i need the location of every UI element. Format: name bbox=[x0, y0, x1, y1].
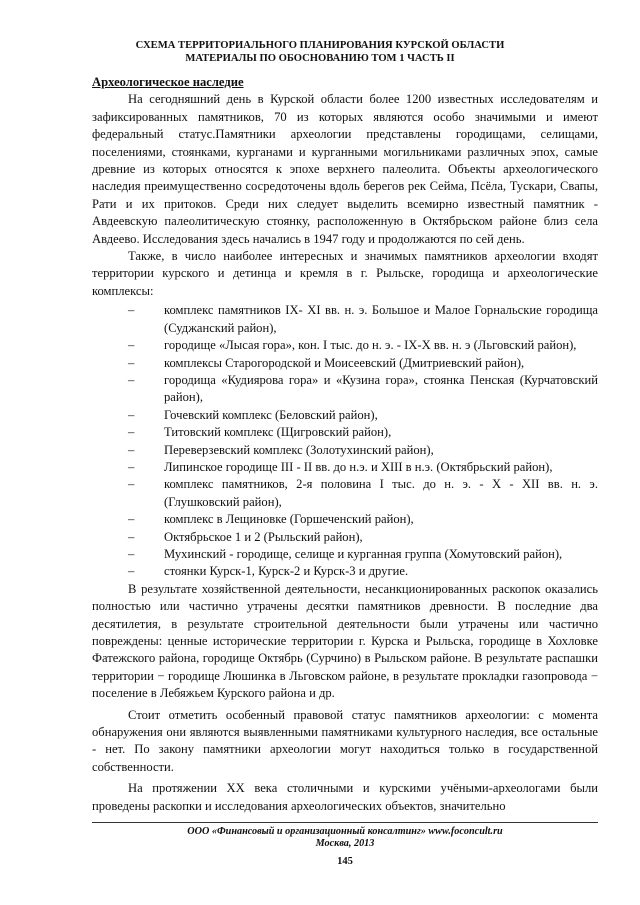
document-header bbox=[92, 40, 548, 65]
dash-marker: – bbox=[128, 407, 135, 422]
list-item-text: Октябрьское 1 и 2 (Рыльский район), bbox=[164, 529, 363, 544]
list-item-text: комплекс памятников IX- XI вв. н. э. Большое и Малое Горнальские городища (Суджанский район), bbox=[164, 303, 598, 335]
dash-marker: – bbox=[128, 512, 135, 527]
dash-marker: – bbox=[128, 529, 135, 544]
list-item-text: городища «Кудиярова гора» и «Кузина гора», стоянка Пенская (Курчатовский район), bbox=[164, 372, 598, 405]
document-body bbox=[92, 74, 598, 815]
list-item bbox=[92, 546, 598, 563]
dash-marker: – bbox=[128, 303, 135, 318]
list-item bbox=[92, 407, 598, 424]
dash-marker: – bbox=[128, 372, 135, 387]
dash-marker: – bbox=[128, 459, 135, 474]
dash-marker: – bbox=[128, 338, 135, 353]
header-title: СХЕМА ТЕРРИТОРИАЛЬНОГО ПЛАНИРОВАНИЯ КУРСКОЙ ОБЛАСТИ bbox=[135, 40, 505, 51]
list-item bbox=[92, 337, 598, 354]
list-item bbox=[92, 372, 598, 407]
page-number: 145 bbox=[337, 856, 353, 867]
list-item-text: Титовский комплекс (Щигровский район), bbox=[164, 425, 392, 440]
paragraph-intro: На сегодняшний день в Курской области более 1200 известных исследователям и зафиксированных памятников, 70 из которых являются особо значимыми и имеют федеральный статус.Памятники археологии представлены городищами, селищами, поселениями, стоянками, курганами и курганными могильниками различных эпох, самые древние из которых относятся к эпохе верхнего палеолита. Объекты археологического наследия преимущественно сосредоточены вдоль берегов рек Сейма, Псёла, Тускари, Свапы, Рати и их притоков. Среди них следует выделить всемирно известный памятник - Авдеевскую палеолитическую стоянку, расположенную в Октябрьском районе близ села Авдеево. Исследования здесь начались в 1947 году и продолжаются по сей день. bbox=[92, 92, 598, 246]
paragraph-monuments-lead: Также, в число наиболее интересных и значимых памятников археологии входят территории курского и детинца и кремля в г. Рыльске, городища и археологические комплексы: bbox=[92, 249, 598, 298]
list-item-text: комплекс в Лещиновке (Горшеченский район), bbox=[164, 512, 414, 527]
list-item bbox=[92, 511, 598, 528]
section-title: Археологическое наследие bbox=[92, 75, 244, 89]
list-item-text: Переверзевский комплекс (Золотухинский район), bbox=[164, 442, 434, 457]
header-subtitle: МАТЕРИАЛЫ ПО ОБОСНОВАНИЮ ТОМ 1 ЧАСТЬ II bbox=[185, 52, 455, 64]
list-item bbox=[92, 459, 598, 476]
dash-marker: – bbox=[128, 355, 135, 370]
list-item bbox=[92, 355, 598, 372]
list-item bbox=[92, 563, 598, 580]
dash-marker: – bbox=[128, 442, 135, 457]
list-item-text: городище «Лысая гора», кон. I тыс. до н. э. - IX-X вв. н. э (Льговский район), bbox=[164, 338, 577, 353]
list-item-text: Липинское городище III - II вв. до н.э. и XIII в н.э. (Октябрьский район), bbox=[164, 459, 553, 474]
list-item bbox=[92, 302, 598, 337]
footer-city-year: Москва, 2013 bbox=[315, 838, 375, 849]
dash-marker: – bbox=[128, 477, 135, 492]
paragraph-legal-status: Стоит отметить особенный правовой статус памятников археологии: с момента обнаружения они являются выявленными памятниками культурного наследия, все остальные - нет. По закону памятники археологии могут находиться только в государственной собственности. bbox=[92, 707, 598, 774]
list-item-text: Мухинский - городище, селище и курганная группа (Хомутовский район), bbox=[164, 546, 563, 561]
footer-divider bbox=[92, 822, 598, 823]
list-item-text: комплексы Старогородской и Моисеевский (Дмитриевский район), bbox=[164, 355, 525, 370]
list-item bbox=[92, 529, 598, 546]
paragraph-research: На протяжении XX века столичными и курскими учёными-археологами были проведены раскопки и исследования археологических объектов, значительно bbox=[92, 781, 598, 813]
monuments-list bbox=[92, 302, 598, 581]
list-item-text: комплекс памятников, 2-я половина I тыс. до н. э. - X - XII вв. н. э. (Глушковский район), bbox=[164, 477, 598, 509]
dash-marker: – bbox=[128, 425, 135, 440]
dash-marker: – bbox=[128, 546, 135, 561]
list-item bbox=[92, 424, 598, 441]
list-item bbox=[92, 442, 598, 459]
list-item bbox=[92, 476, 598, 511]
list-item-text: Гочевский комплекс (Беловский район), bbox=[164, 407, 378, 422]
list-item-text: стоянки Курск-1, Курск-2 и Курск-3 и другие. bbox=[164, 564, 409, 579]
paragraph-losses: В результате хозяйственной деятельности, несанкционированных раскопок оказались полностью или частично утрачены десятки памятников древности. В последние два десятилетия, в результате строительной деятельности были утрачены или частично повреждены: ценные исторические территории г. Курска и Рыльска, городище в Хохловке Фатежского района, городище Октябрь (Сурчино) в Рыльском районе. В результате распашки территории − городище Люшинка в Льговском районе, в результате прокладки газопровода − поселение в Лебяжьем Курского района и др. bbox=[92, 581, 598, 701]
document-footer bbox=[92, 826, 598, 850]
footer-company: ООО «Финансовый и организационный консалтинг» www.foconcult.ru bbox=[187, 826, 503, 837]
dash-marker: – bbox=[128, 564, 135, 579]
